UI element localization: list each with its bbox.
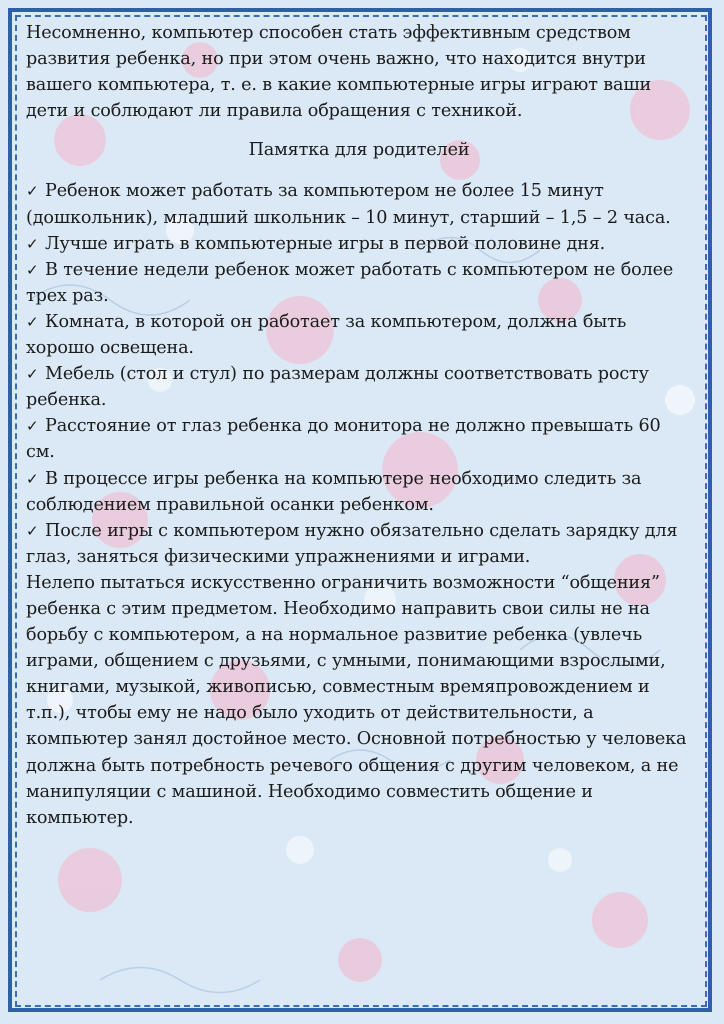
- list-item: [26, 466, 692, 518]
- checkmark-icon: ✓: [26, 365, 39, 384]
- conclusion-paragraph: Нелепо пытаться искусственно ограничить возможности “общения” ребенка с этим предметом. Необходимо направить свои силы не на борьбу с компьютером, а на нормальное развитие ребенка (увлечь играми, общением с друзьями, с умными, понимающими взрослыми, книгами, музыкой, живописью, совместным времяпровождением и т.п.), чтобы ему не надо было уходить от действительности, а компьютер занял достойное место. Основной потребностью у человека должна быть потребность речевого общения с другим человеком, а не манипуляции с машиной. Необходимо совместить общение и компьютер.: [26, 572, 687, 828]
- checkmark-icon: ✓: [26, 312, 39, 331]
- checkmark-icon: ✓: [26, 417, 39, 436]
- checkmark-icon: ✓: [26, 234, 39, 253]
- list-item-text: Комната, в которой он работает за компьютером, должна быть хорошо освещена.: [26, 311, 627, 359]
- list-item-text: Лучше играть в компьютерные игры в первой половине дня.: [45, 233, 606, 254]
- list-item: [26, 257, 692, 309]
- list-item-text: Расстояние от глаз ребенка до монитора не должно превышать 60 см.: [26, 416, 661, 463]
- checkmark-icon: ✓: [26, 469, 39, 488]
- checkmark-icon: ✓: [26, 182, 39, 201]
- checkmark-icon: ✓: [26, 521, 39, 540]
- list-item-text: Мебель (стол и стул) по размерам должны соответствовать росту ребенка.: [26, 364, 649, 411]
- list-item: [26, 178, 692, 230]
- list-item-text: Ребенок может работать за компьютером не более 15 минут (дошкольник), младший школьник – 10 минут, старший – 1,5 – 2 часа.: [26, 181, 671, 228]
- list-item-text: В процессе игры ребенка на компьютере необходимо следить за соблюдением правильной осанки ребенком.: [26, 468, 642, 515]
- intro-paragraph: Несомненно, компьютер способен стать эффективным средством развития ребенка, но при этом очень важно, что находится внутри вашего компьютера, т. е. в какие компьютерные игры играют ваши дети и соблюдают ли правила обращения с техникой.: [26, 23, 652, 122]
- list-item: [26, 413, 692, 465]
- memo-content: [26, 20, 692, 831]
- memo-title: Памятка для родителей: [248, 140, 470, 161]
- checkmark-icon: ✓: [26, 260, 39, 279]
- list-item: [26, 518, 692, 570]
- list-item: [26, 231, 692, 257]
- recommendation-list: [26, 178, 692, 569]
- list-item: [26, 309, 692, 361]
- list-item: [26, 361, 692, 413]
- list-item-text: В течение недели ребенок может работать с компьютером не более трех раз.: [26, 259, 674, 306]
- list-item-text: После игры с компьютером нужно обязательно сделать зарядку для глаз, заняться физическими упражнениями и играми.: [26, 520, 678, 567]
